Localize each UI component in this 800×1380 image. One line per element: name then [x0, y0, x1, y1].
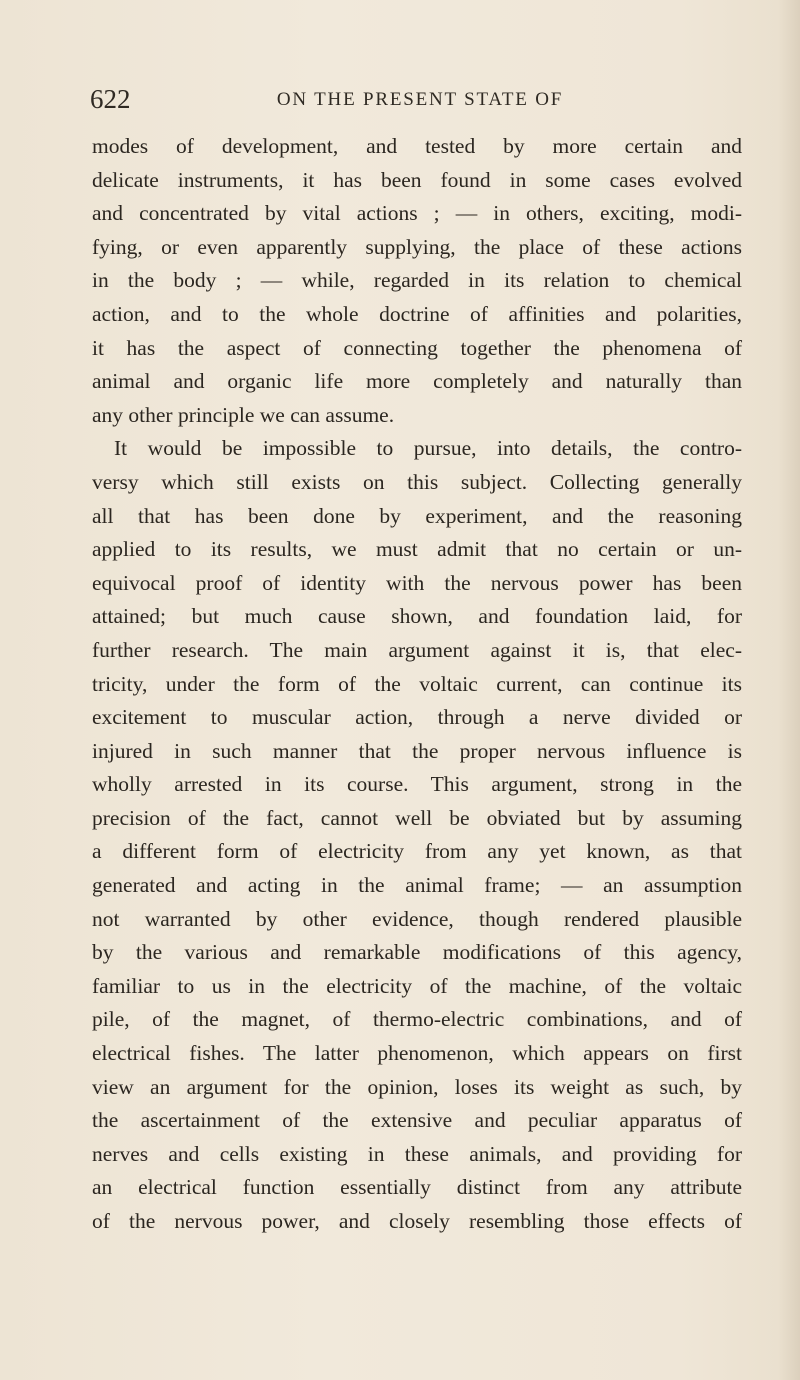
text-line: equivocal proof of identity with the nervous power has been [92, 570, 742, 595]
text-line: delicate instruments, it has been found in some cases evolved [92, 167, 742, 192]
text-line: it has the aspect of connecting together the phenomena of [92, 335, 742, 360]
text-line: of the nervous power, and closely resembling those effects of [92, 1209, 742, 1233]
page-header [90, 84, 750, 118]
text-line: fying, or even apparently supplying, the place of these actions [92, 234, 742, 259]
paragraph-end-line: any other principle we can assume. [92, 402, 395, 427]
text-line: precision of the fact, cannot well be obviated but by assuming [92, 805, 742, 830]
paragraph-start-line: It would be impossible to pursue, into details, the contro- [114, 436, 742, 461]
text-line: animal and organic life more completely and naturally than [92, 369, 742, 394]
text-line: excitement to muscular action, through a nerve divided or [92, 705, 742, 730]
text-line: nerves and cells existing in these animals, and providing for [92, 1141, 742, 1166]
text-line: by the various and remarkable modifications of this agency, [92, 940, 742, 965]
running-head: ON THE PRESENT STATE OF [276, 89, 564, 110]
text-line: action, and to the whole doctrine of affinities and polarities, [92, 301, 742, 326]
text-line: the ascertainment of the extensive and peculiar apparatus of [92, 1108, 742, 1133]
text-line: a different form of electricity from any yet known, as that [92, 839, 742, 864]
text-line: pile, of the magnet, of thermo-electric combinations, and of [92, 1007, 742, 1032]
text-line: modes of development, and tested by more certain and [92, 134, 742, 158]
text-line: attained; but much cause shown, and foundation laid, for [92, 604, 742, 629]
text-line: versy which still exists on this subject. Collecting generally [92, 469, 742, 494]
page-edge-shadow [778, 0, 800, 1380]
text-line: tricity, under the form of the voltaic current, can continue its [92, 671, 742, 696]
page-number: 622 [90, 84, 131, 114]
text-line: electrical fishes. The latter phenomenon, which appears on first [92, 1041, 742, 1066]
text-line: applied to its results, we must admit that no certain or un- [92, 537, 742, 562]
text-line: and concentrated by vital actions ; — in others, exciting, modi- [92, 201, 742, 226]
text-line: not warranted by other evidence, though rendered plausible [92, 906, 742, 931]
text-line: an electrical function essentially distinct from any attribute [92, 1175, 742, 1200]
text-line: injured in such manner that the proper nervous influence is [92, 738, 742, 763]
text-line: further research. The main argument against it is, that elec- [92, 637, 742, 662]
text-line: in the body ; — while, regarded in its relation to chemical [92, 268, 742, 293]
text-line: wholly arrested in its course. This argument, strong in the [92, 772, 742, 797]
text-line: familiar to us in the electricity of the machine, of the voltaic [92, 973, 742, 998]
body-text [92, 130, 742, 1239]
text-line: view an argument for the opinion, loses its weight as such, by [92, 1074, 742, 1099]
text-line: all that has been done by experiment, and the reasoning [92, 503, 742, 528]
text-line: generated and acting in the animal frame; — an assumption [92, 873, 742, 898]
